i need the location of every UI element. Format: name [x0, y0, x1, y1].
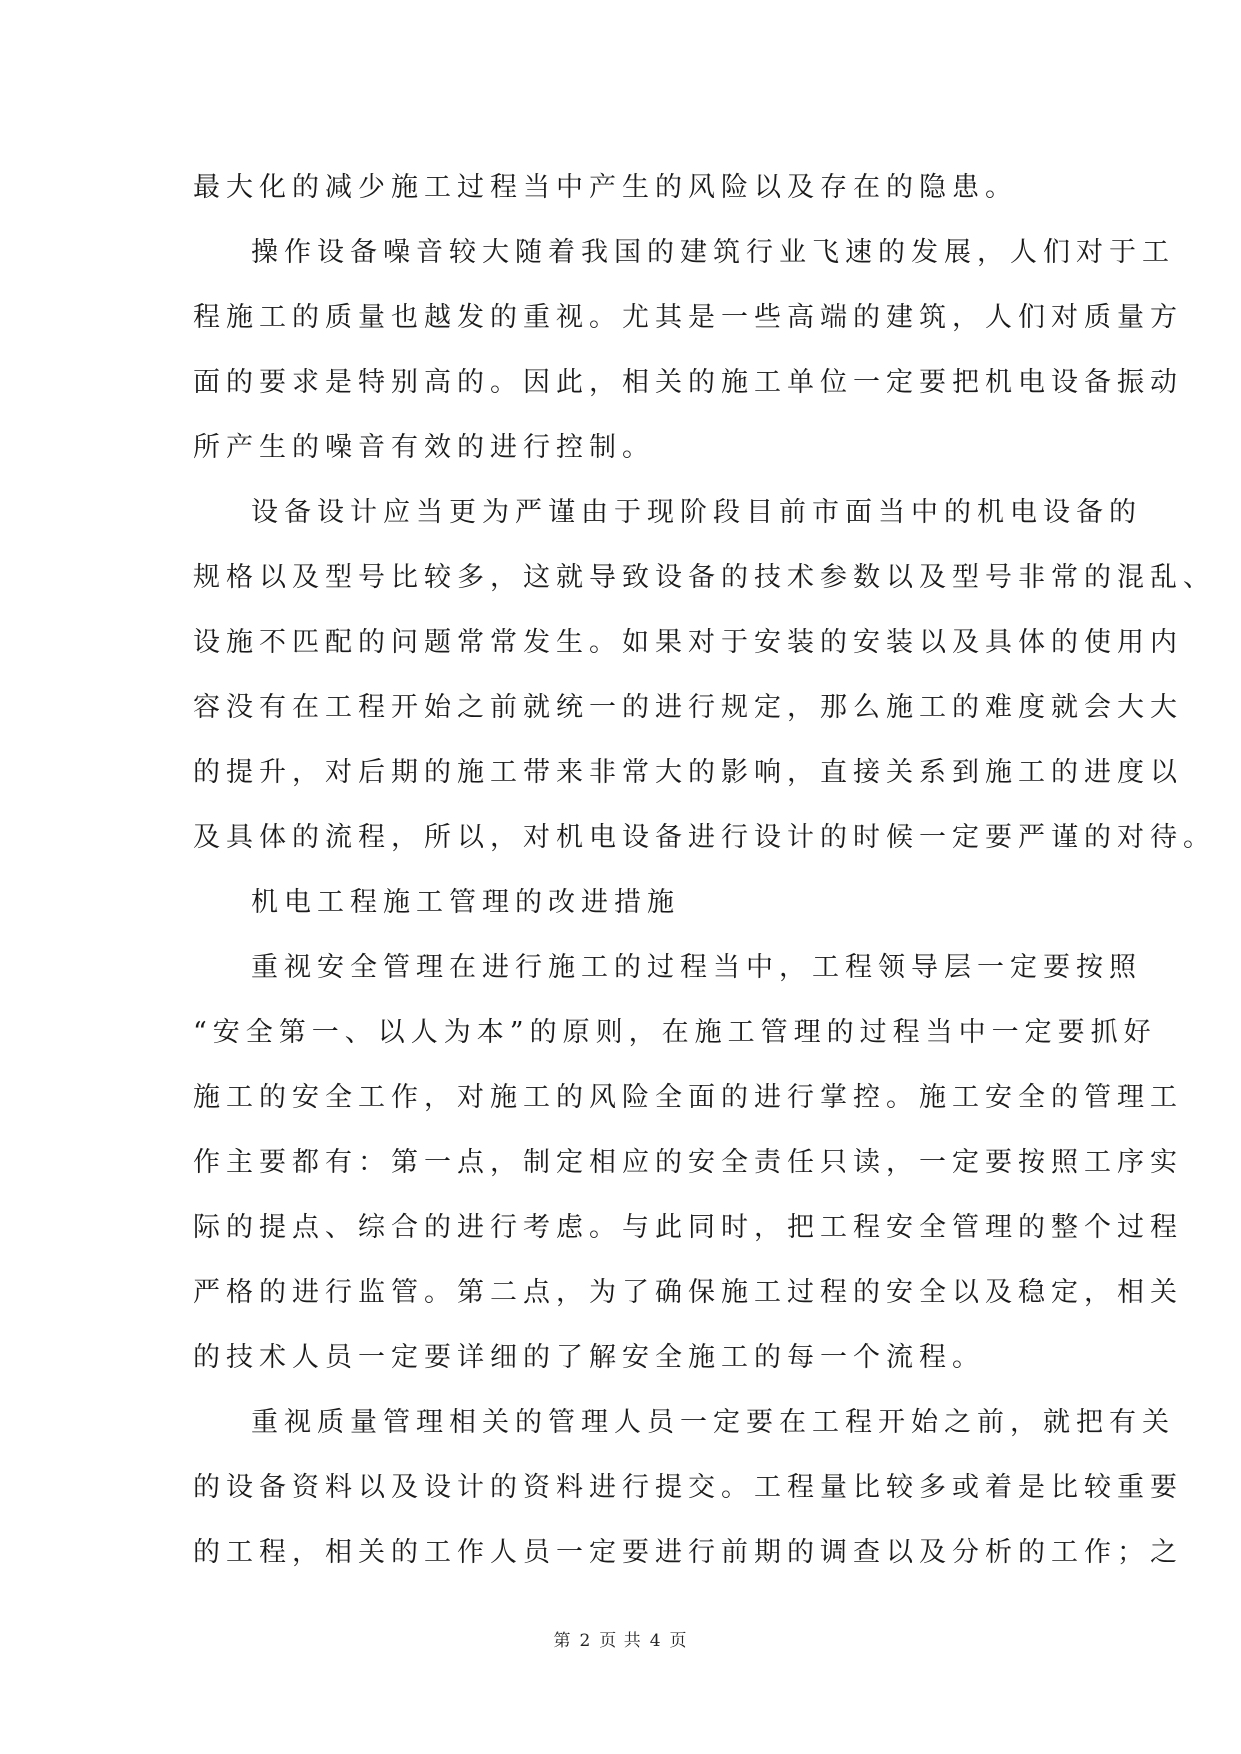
document-body — [193, 155, 1216, 1585]
text-line: 重视安全管理在进行施工的过程当中，工程领导层一定要按照 — [251, 952, 1142, 983]
text-line: 的提升，对后期的施工带来非常大的影响，直接关系到施工的进度以 — [193, 757, 1183, 788]
text-line: 机电工程施工管理的改进措施 — [251, 887, 680, 918]
text-line: 面的要求是特别高的。因此，相关的施工单位一定要把机电设备振动 — [193, 367, 1183, 398]
text-line: 及具体的流程，所以，对机电设备进行设计的时候一定要严谨的对待。 — [193, 822, 1216, 853]
text-line: 际的提点、综合的进行考虑。与此同时，把工程安全管理的整个过程 — [193, 1212, 1183, 1243]
text-line: 的设备资料以及设计的资料进行提交。工程量比较多或着是比较重要 — [193, 1472, 1183, 1503]
footer-middle: 页 共 — [599, 1631, 642, 1651]
text-lines — [193, 155, 1216, 1585]
text-line: 施工的安全工作，对施工的风险全面的进行掌控。施工安全的管理工 — [193, 1082, 1183, 1113]
text-line: 规格以及型号比较多，这就导致设备的技术参数以及型号非常的混乱、 — [193, 562, 1216, 593]
text-line: 设施不匹配的问题常常发生。如果对于安装的安装以及具体的使用内 — [193, 627, 1183, 658]
text-line: 容没有在工程开始之前就统一的进行规定，那么施工的难度就会大大 — [193, 692, 1183, 723]
footer-total-pages: 4 — [649, 1631, 662, 1651]
footer-page-number: 2 — [579, 1631, 592, 1651]
text-line: 程施工的质量也越发的重视。尤其是一些高端的建筑，人们对质量方 — [193, 302, 1183, 333]
text-line: 操作设备噪音较大随着我国的建筑行业飞速的发展，人们对于工 — [251, 237, 1175, 268]
text-line: 最大化的减少施工过程当中产生的风险以及存在的隐患。 — [193, 172, 1018, 203]
text-line: 严格的进行监管。第二点，为了确保施工过程的安全以及稳定，相关 — [193, 1277, 1183, 1308]
footer-prefix: 第 — [553, 1631, 572, 1651]
footer-suffix: 页 — [669, 1631, 688, 1651]
text-line: 设备设计应当更为严谨由于现阶段目前市面当中的机电设备的 — [251, 497, 1142, 528]
text-line: 重视质量管理相关的管理人员一定要在工程开始之前，就把有关 — [251, 1407, 1175, 1438]
text-line: 所产生的噪音有效的进行控制。 — [193, 432, 655, 463]
text-line: 作主要都有：第一点，制定相应的安全责任只读，一定要按照工序实 — [193, 1147, 1183, 1178]
page-footer — [0, 1626, 1241, 1651]
text-line: 的技术人员一定要详细的了解安全施工的每一个流程。 — [193, 1342, 985, 1373]
text-line: 的工程，相关的工作人员一定要进行前期的调查以及分析的工作；之 — [193, 1537, 1183, 1568]
text-line: “安全第一、以人为本”的原则，在施工管理的过程当中一定要抓好 — [193, 1017, 1157, 1048]
